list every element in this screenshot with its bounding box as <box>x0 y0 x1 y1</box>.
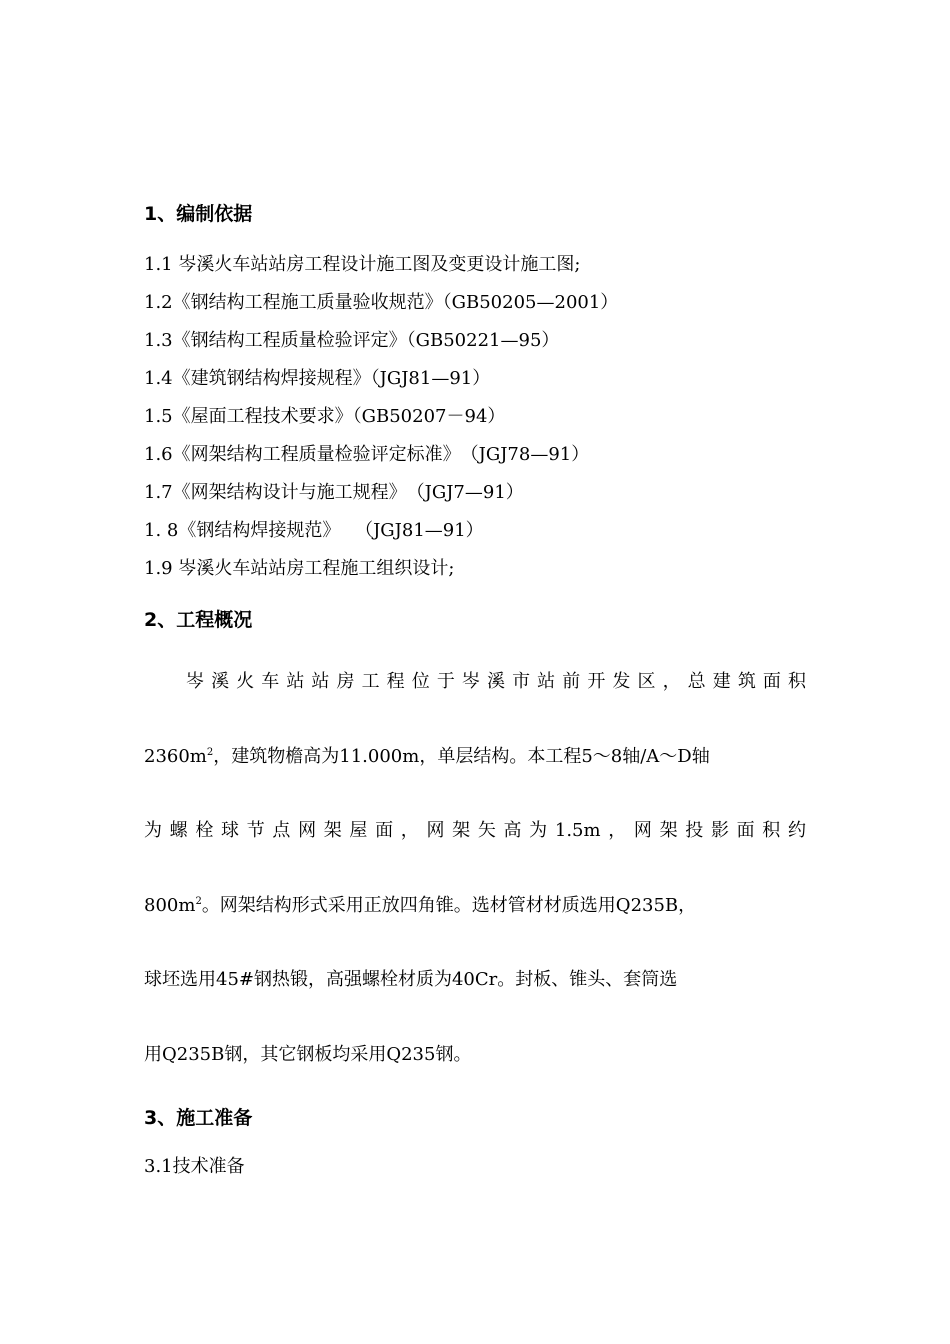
overview-line-6: 用Q235B钢，其它钢板均采用Q235钢。 <box>144 1044 472 1065</box>
basis-item-1-7: 1.7《网架结构设计与施工规程》 （JGJ7—91） <box>144 482 524 503</box>
overview-line-4-text: 。网架结构形式采用正放四角锥。选材管材材质选用Q235B， <box>201 895 697 916</box>
prep-item-3-1: 3.1技术准备 <box>144 1156 245 1177</box>
overview-projection-superscript: 2 <box>195 896 202 907</box>
section-heading-1: 1、编制依据 <box>144 203 253 225</box>
section-heading-2: 2、工程概况 <box>144 609 253 631</box>
basis-item-1-9: 1.9 岑溪火车站站房工程施工组织设计; <box>144 558 455 579</box>
overview-line-5: 球坯选用45#钢热锻，高强螺栓材质为40Cr。封板、锥头、套筒选 <box>144 969 678 990</box>
basis-item-1-8: 1. 8《钢结构焊接规范》 （JGJ81—91） <box>144 520 484 541</box>
overview-line-3: 为螺栓球节点网架屋面，网架矢高为1.5m，网架投影面积约 <box>144 820 806 841</box>
basis-item-1-4: 1.4《建筑钢结构焊接规程》（JGJ81—91） <box>144 368 491 389</box>
section-heading-3: 3、施工准备 <box>144 1107 253 1129</box>
basis-item-1-1: 1.1 岑溪火车站站房工程设计施工图及变更设计施工图; <box>144 254 581 275</box>
basis-item-1-3: 1.3《钢结构工程质量检验评定》（GB50221—95） <box>144 330 560 351</box>
overview-line-2-text: ，建筑物檐高为11.000m，单层结构。本工程5～8轴/A～D轴 <box>213 746 710 767</box>
basis-item-1-5: 1.5《屋面工程技术要求》（GB50207－94） <box>144 406 506 427</box>
overview-line-4 <box>144 893 806 919</box>
overview-line-1: 岑溪火车站站房工程位于岑溪市站前开发区，总建筑面积 <box>186 671 806 692</box>
overview-area-value: 2360m <box>144 746 207 767</box>
overview-projection-value: 800m <box>144 895 196 916</box>
basis-item-1-6: 1.6《网架结构工程质量检验评定标准》 （JGJ78—91） <box>144 444 590 465</box>
basis-item-1-2: 1.2《钢结构工程施工质量验收规范》（GB50205—2001） <box>144 292 619 313</box>
overview-line-2 <box>144 744 806 770</box>
overview-area-superscript: 2 <box>206 747 214 758</box>
